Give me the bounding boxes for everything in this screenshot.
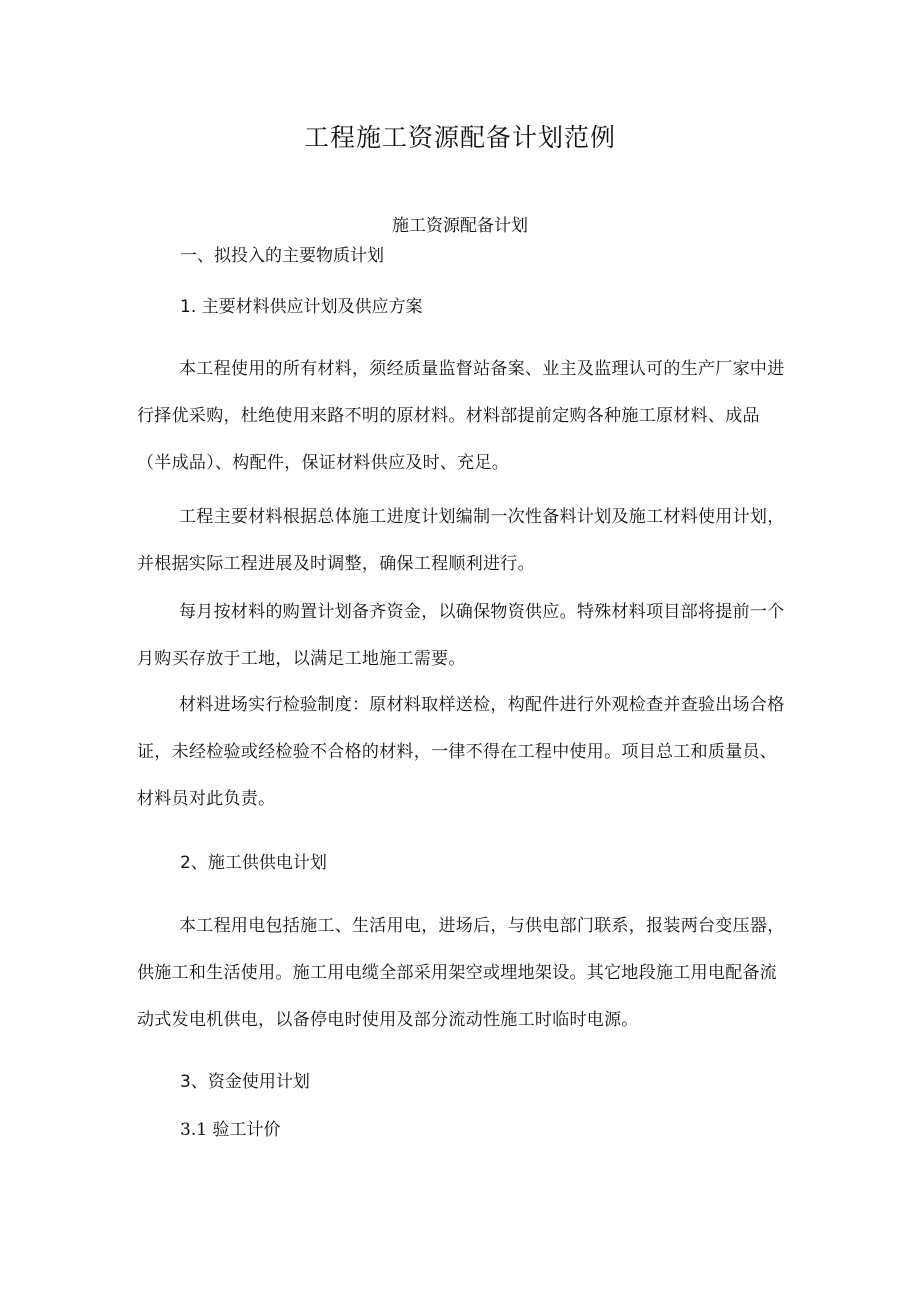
paragraph-power-supply: 本工程用电包括施工、生活用电，进场后，与供电部门联系，报装两台变压器，供施工和生活使用。施工用电缆全部采用架空或埋地架设。其它地段施工用电配备流动式发电机供电，以备停电时使用及部分流动性施工时临时电源。	[137, 916, 785, 1030]
section-heading-3: 3、资金使用计划	[180, 1072, 310, 1092]
section-heading-1-1: 1. 主要材料供应计划及供应方案	[180, 297, 423, 317]
section-heading-3-1: 3.1 验工计价	[180, 1120, 281, 1140]
section-heading-2: 2、施工供供电计划	[180, 853, 327, 873]
document-title: 工程施工资源配备计划范例	[303, 123, 616, 152]
document-subtitle: 施工资源配备计划	[392, 216, 528, 236]
paragraph-inspection: 材料进场实行检验制度：原材料取样送检，构配件进行外观检查并查验出场合格证，未经检验或经检验不合格的材料，一律不得在工程中使用。项目总工和质量员、材料员对此负责。	[137, 695, 785, 809]
section-heading-1: 一、拟投入的主要物质计划	[180, 246, 384, 266]
paragraph-materials-sourcing: 本工程使用的所有材料，须经质量监督站备案、业主及监理认可的生产厂家中进行择优采购，杜绝使用来路不明的原材料。材料部提前定购各种施工原材料、成品（半成品）、构配件，保证材料供应及时、充足。	[137, 359, 785, 473]
paragraph-materials-plan: 工程主要材料根据总体施工进度计划编制一次性备料计划及施工材料使用计划，并根据实际工程进展及时调整，确保工程顺利进行。	[137, 507, 785, 574]
paragraph-funding: 每月按材料的购置计划备齐资金，以确保物资供应。特殊材料项目部将提前一个月购买存放于工地，以满足工地施工需要。	[137, 602, 785, 669]
